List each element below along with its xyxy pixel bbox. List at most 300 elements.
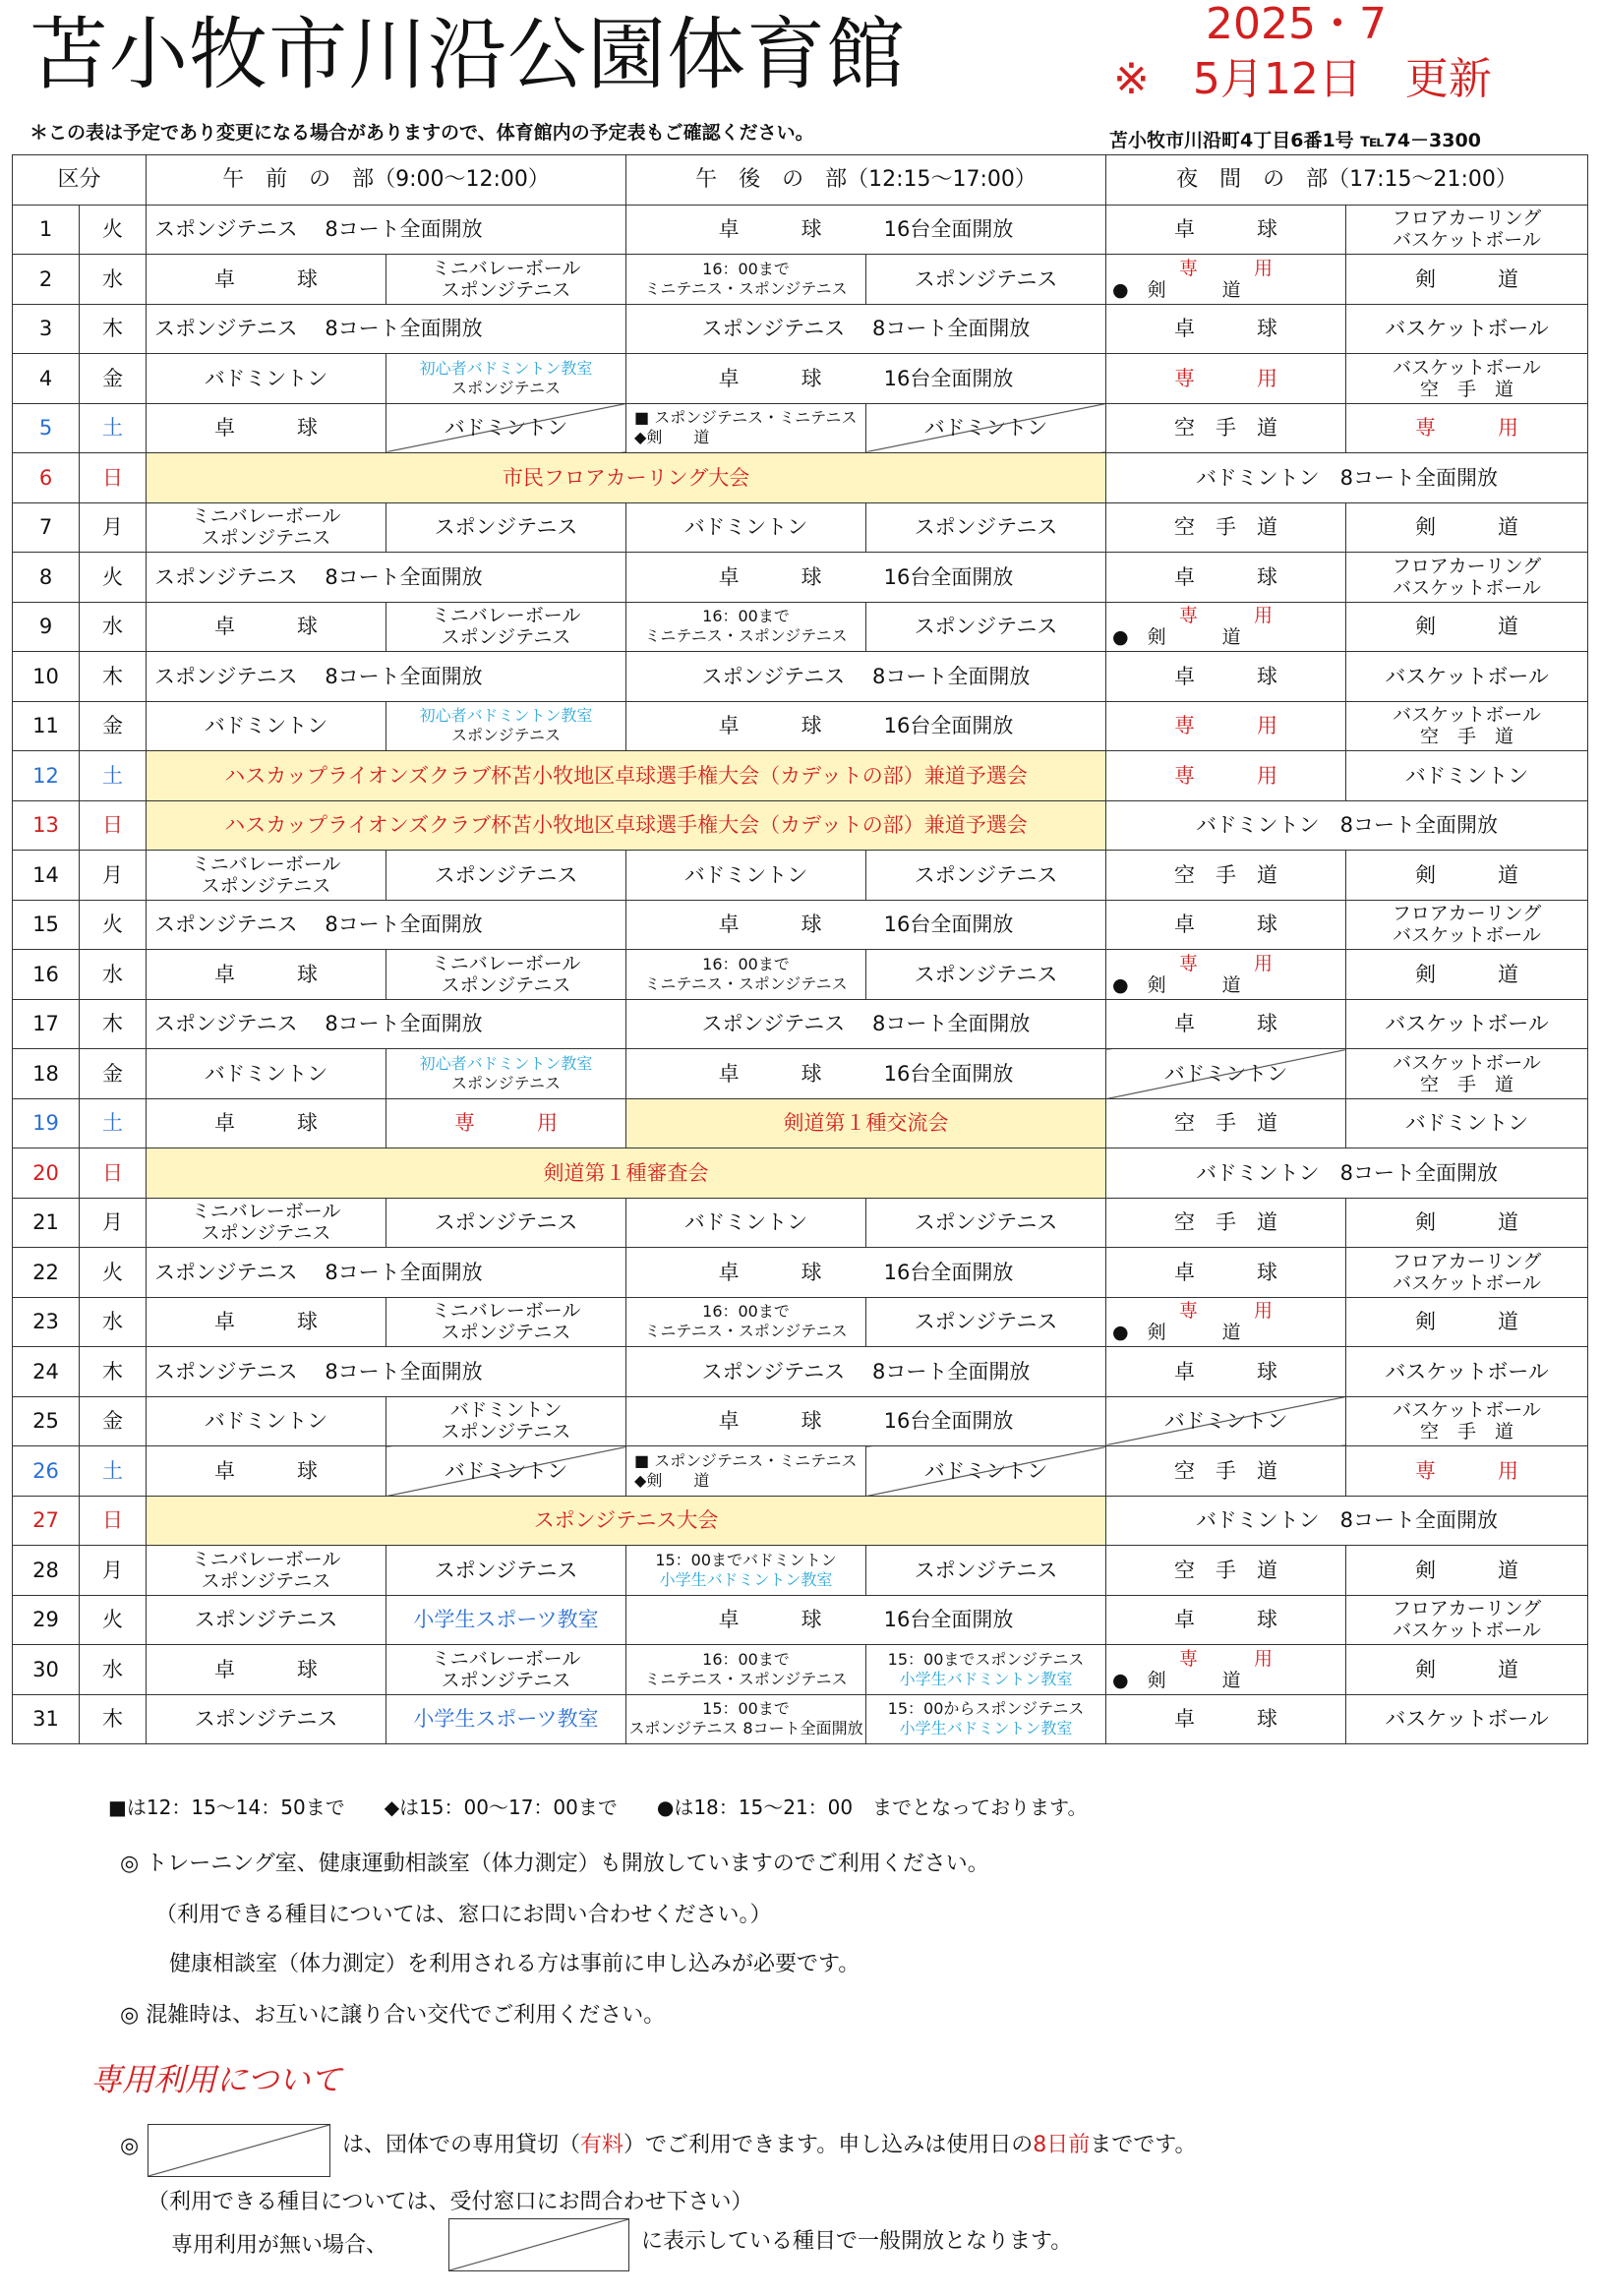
table-row <box>13 1595 1588 1645</box>
schedule-cell <box>1346 1694 1588 1744</box>
schedule-cell <box>1346 652 1588 702</box>
schedule-cell <box>1106 1098 1346 1148</box>
schedule-cell <box>1346 255 1588 305</box>
activity-text: 専 用 <box>1179 257 1274 279</box>
schedule-cell <box>626 1297 866 1347</box>
table-row <box>13 1049 1588 1099</box>
schedule-cell <box>626 1347 1106 1397</box>
activity-text: 卓 球 <box>214 1111 319 1136</box>
activity-text: フロアカーリング <box>1392 1598 1542 1620</box>
activity-text: スポンジテニス <box>914 615 1058 639</box>
activity-text: スポンジテニス <box>441 973 571 996</box>
weekday: 土 <box>80 1446 147 1497</box>
activity-text: スポンジテニス <box>914 266 1058 291</box>
schedule-cell <box>1106 304 1346 354</box>
month-label: 2025・7 <box>1206 0 1387 49</box>
schedule-cell <box>866 255 1106 305</box>
schedule-cell <box>386 1049 626 1099</box>
schedule-cell <box>147 1297 386 1347</box>
schedule-cell <box>1346 950 1588 1000</box>
activity-text: 剣 道 <box>1415 1210 1519 1235</box>
activity-text: スポンジテニス 8コート全面開放 <box>701 664 1031 688</box>
activity-text: スポンジテニス <box>441 626 571 649</box>
activity-text: スポンジテニス <box>451 1073 561 1092</box>
activity-text: 卓 球 <box>214 1458 319 1483</box>
day-number: 22 <box>13 1248 80 1298</box>
schedule-cell <box>1106 900 1346 950</box>
schedule-cell <box>147 900 626 950</box>
table-row <box>13 800 1588 851</box>
table-row <box>13 1248 1588 1298</box>
activity-text: ■ スポンジテニス・ミニテニス <box>634 1450 858 1470</box>
activity-text: バドミントン <box>204 714 328 738</box>
activity-text: バドミントン <box>683 515 808 540</box>
activity-text: スポンジテニス 8コート全面開放 <box>154 1012 483 1036</box>
schedule-cell <box>1346 1546 1588 1596</box>
schedule-cell <box>1346 304 1588 354</box>
schedule-cell <box>1346 354 1588 404</box>
schedule-cell <box>626 652 1106 702</box>
activity-text: 卓 球 <box>214 1310 319 1334</box>
day-number: 5 <box>13 403 80 453</box>
schedule-cell <box>147 354 386 404</box>
activity-text: ハスカップライオンズクラブ杯苫小牧地区卓球選手権大会（カデットの部）兼道予選会 <box>224 763 1028 788</box>
activity-text: スポンジテニス <box>914 1310 1058 1334</box>
activity-text: 初心者バドミントン教室 <box>419 358 593 378</box>
schedule-note: ＊この表は予定であり変更になる場合がありますので、体育館内の予定表もご確認ください。 <box>30 122 814 144</box>
weekday: 水 <box>80 950 147 1000</box>
activity-text: 専 用 <box>1415 1458 1519 1483</box>
activity-text: バドミントン <box>204 366 328 390</box>
activity-text: スポンジテニス <box>434 515 578 540</box>
activity-text: ミニテニス・スポンジテニス <box>644 626 848 646</box>
schedule-cell <box>386 1645 626 1695</box>
activity-text: 空 手 道 <box>1174 1111 1278 1136</box>
schedule-cell <box>147 652 626 702</box>
activity-text: 専 用 <box>454 1111 559 1136</box>
schedule-cell <box>1346 553 1588 603</box>
day-number: 26 <box>13 1446 80 1497</box>
table-row <box>13 652 1588 702</box>
activity-text: バドミントン 8コート全面開放 <box>1196 1160 1498 1185</box>
day-number: 20 <box>13 1148 80 1199</box>
activity-text: バスケットボール <box>1385 1707 1549 1732</box>
activity-text: 卓 球 <box>1174 1260 1278 1284</box>
schedule-cell <box>866 950 1106 1000</box>
activity-text: 専 用 <box>1415 416 1519 441</box>
schedule-cell <box>1346 403 1588 453</box>
schedule-cell <box>1106 800 1588 851</box>
activity-text: ◆剣 道 <box>634 428 710 447</box>
activity-text: 市民フロアカーリング大会 <box>502 465 750 490</box>
activity-text: 空 手 道 <box>1174 1558 1278 1582</box>
day-number: 7 <box>13 502 80 553</box>
activity-text: フロアカーリング <box>1392 903 1542 925</box>
activity-text: 専 用 <box>1174 366 1278 390</box>
schedule-cell <box>386 502 626 553</box>
schedule-cell <box>626 1248 1106 1298</box>
day-number: 27 <box>13 1496 80 1546</box>
activity-text: スポンジテニス 8コート全面開放 <box>701 1012 1031 1036</box>
activity-text: バドミントン <box>449 1399 563 1422</box>
activity-text: バドミントン <box>683 1210 808 1235</box>
activity-text: ■ スポンジテニス・ミニテニス <box>634 408 858 428</box>
table-header-row <box>13 155 1588 206</box>
activity-text: 剣道第１種交流会 <box>783 1111 949 1136</box>
activity-text: 空 手 道 <box>1174 1458 1278 1483</box>
schedule-cell <box>1346 851 1588 901</box>
schedule-cell <box>147 304 626 354</box>
day-number: 18 <box>13 1049 80 1099</box>
activity-text: スポンジテニス <box>201 1569 331 1592</box>
schedule-cell <box>1106 1595 1346 1645</box>
activity-text: スポンジテニス <box>914 1210 1058 1235</box>
schedule-cell <box>386 403 626 453</box>
activity-text: スポンジテニス 8コート全面開放 <box>154 1359 483 1383</box>
activity-text: 剣 道 <box>1415 1310 1519 1334</box>
activity-text: バスケットボール <box>1385 317 1549 341</box>
weekday: 火 <box>80 1595 147 1645</box>
schedule-cell <box>147 1347 626 1397</box>
activity-text: スポンジテニス <box>434 1210 578 1235</box>
schedule-cell <box>1106 1546 1346 1596</box>
activity-text: スポンジテニス 8コート全面開放 <box>701 1359 1031 1383</box>
schedule-cell <box>626 1595 1106 1645</box>
schedule-cell <box>1346 900 1588 950</box>
schedule-cell <box>1106 1148 1588 1199</box>
inquiry-note: （利用できる種目については、窓口にお問い合わせください。） <box>155 1903 772 1927</box>
weekday: 日 <box>80 453 147 503</box>
activity-text: 空 手 道 <box>1174 416 1278 441</box>
activity-text: バドミントン 8コート全面開放 <box>1196 465 1498 490</box>
schedule-cell <box>1106 999 1346 1049</box>
diagonal-box-sample <box>148 2124 330 2177</box>
activity-text: フロアカーリング <box>1392 1250 1542 1272</box>
day-number: 6 <box>13 453 80 503</box>
exclusive-mark: ◎ <box>120 2134 140 2158</box>
schedule-cell <box>147 403 386 453</box>
weekday: 月 <box>80 1546 147 1596</box>
schedule-cell <box>626 1049 1106 1099</box>
activity-text: 卓 球 <box>214 416 319 441</box>
activity-text: バドミントン 8コート全面開放 <box>1196 1508 1498 1533</box>
table-row <box>13 1546 1588 1596</box>
schedule-cell <box>866 1546 1106 1596</box>
activity-text: 卓 球 16台全面開放 <box>718 1608 1014 1632</box>
activity-text: スポンジテニス <box>434 862 578 887</box>
weekday: 水 <box>80 602 147 652</box>
schedule-cell <box>147 851 386 901</box>
weekday: 木 <box>80 1694 147 1744</box>
weekday: 火 <box>80 205 147 255</box>
activity-text: スポンジテニス <box>914 1558 1058 1582</box>
activity-text: 空 手 道 <box>1420 1421 1514 1443</box>
activity-text: 卓 球 16台全面開放 <box>718 1260 1014 1284</box>
weekday: 月 <box>80 851 147 901</box>
schedule-cell <box>1346 502 1588 553</box>
diagonal-box-sample <box>448 2218 629 2271</box>
activity-text: 剣 道 <box>1415 615 1519 639</box>
schedule-cell <box>1106 1396 1346 1446</box>
day-number: 25 <box>13 1396 80 1446</box>
table-row <box>13 354 1588 404</box>
activity-text: バドミントン <box>444 416 568 441</box>
weekday: 金 <box>80 354 147 404</box>
activity-text: スポンジテニス大会 <box>533 1508 719 1533</box>
schedule-cell <box>626 255 866 305</box>
activity-text: スポンジテニス <box>914 862 1058 887</box>
activity-text: 16：00まで <box>702 954 790 973</box>
day-number: 30 <box>13 1645 80 1695</box>
table-row <box>13 950 1588 1000</box>
activity-text: バドミントン 8コート全面開放 <box>1196 813 1498 838</box>
activity-text: 15：00までスポンジテニス <box>887 1649 1085 1669</box>
schedule-cell <box>1346 999 1588 1049</box>
header-kubun: 区分 <box>13 155 147 206</box>
schedule-cell <box>1106 453 1588 503</box>
activity-text: 小学生スポーツ教室 <box>413 1608 599 1632</box>
activity-text: 卓 球 <box>1174 564 1278 589</box>
schedule-cell <box>386 1546 626 1596</box>
activity-text: ミニバレーボール <box>431 1300 581 1323</box>
schedule-cell <box>866 1645 1106 1695</box>
schedule-cell <box>1346 1446 1588 1497</box>
activity-text: 剣 道 <box>1415 266 1519 291</box>
activity-text: バスケットボール <box>1393 1271 1541 1294</box>
schedule-cell <box>866 1446 1106 1497</box>
weekday: 火 <box>80 900 147 950</box>
weekday: 土 <box>80 751 147 801</box>
exclusive-use-note: は、団体での専用貸切（有料）でご利用できます。申し込みは使用日の8日前までです。 <box>342 2133 1197 2157</box>
schedule-cell <box>147 453 1106 503</box>
schedule-cell <box>1106 1446 1346 1497</box>
weekday: 土 <box>80 403 147 453</box>
weekday: 木 <box>80 999 147 1049</box>
activity-text: バスケットボール <box>1393 1619 1541 1642</box>
day-number: 29 <box>13 1595 80 1645</box>
table-row <box>13 1446 1588 1497</box>
schedule-cell <box>626 900 1106 950</box>
day-number: 13 <box>13 800 80 851</box>
schedule-cell <box>1106 1248 1346 1298</box>
activity-text: ミニバレーボール <box>191 505 341 528</box>
activity-text: バスケットボール <box>1393 576 1541 599</box>
table-row <box>13 1098 1588 1148</box>
weekday: 金 <box>80 1396 147 1446</box>
activity-text: 小学生バドミントン教室 <box>899 1669 1073 1688</box>
exclusive-inquiry-note: （利用できる種目については、受付窓口にお問合わせ下さい） <box>148 2190 753 2214</box>
activity-text: スポンジテニス 8コート全面開放 <box>154 913 483 937</box>
schedule-cell <box>1106 1297 1346 1347</box>
schedule-cell <box>1106 553 1346 603</box>
activity-text: 卓 球 16台全面開放 <box>718 564 1014 589</box>
no-exclusive-note: 専用利用が無い場合、 <box>171 2233 388 2258</box>
day-number: 9 <box>13 602 80 652</box>
activity-text: スポンジテニス <box>194 1707 338 1732</box>
activity-text: 卓 球 <box>1174 1012 1278 1036</box>
table-row <box>13 1645 1588 1695</box>
activity-text: スポンジテニス <box>914 515 1058 540</box>
activity-text: フロアカーリング <box>1392 207 1542 230</box>
activity-text: バスケットボール <box>1393 229 1541 252</box>
schedule-cell <box>147 701 386 751</box>
schedule-cell <box>626 1396 1106 1446</box>
activity-text: ミニバレーボール <box>191 853 341 875</box>
activity-text: スポンジテニス <box>434 1558 578 1582</box>
activity-text: スポンジテニス <box>201 527 331 550</box>
day-number: 10 <box>13 652 80 702</box>
table-row <box>13 403 1588 453</box>
schedule-cell <box>1346 1645 1588 1695</box>
schedule-cell <box>866 403 1106 453</box>
activity-text: 卓 球 <box>214 266 319 291</box>
schedule-cell <box>1346 1297 1588 1347</box>
schedule-cell <box>626 1694 866 1744</box>
activity-text: バスケットボール <box>1393 1399 1541 1422</box>
activity-text: ミニテニス・スポンジテニス <box>644 1669 848 1688</box>
schedule-cell <box>147 751 1106 801</box>
schedule-cell <box>866 1198 1106 1248</box>
schedule-cell <box>626 354 1106 404</box>
activity-text: 剣 道 <box>1415 515 1519 540</box>
address: 苫小牧市川沿町4丁目6番1号 ℡74－3300 <box>1109 130 1481 151</box>
schedule-cell <box>1346 1396 1588 1446</box>
activity-text: 専 用 <box>1179 605 1274 627</box>
schedule-cell <box>626 502 866 553</box>
schedule-cell <box>866 851 1106 901</box>
header-morning: 午 前 の 部（9:00～12:00） <box>147 155 626 206</box>
activity-text: バドミントン <box>204 1061 328 1086</box>
schedule-cell <box>626 950 866 1000</box>
activity-text: ● 剣 道 <box>1112 278 1241 301</box>
activity-text: スポンジテニス <box>201 1222 331 1245</box>
crowding-note: ◎ 混雑時は、お互いに譲り合い交代でご利用ください。 <box>120 2003 666 2028</box>
activity-text: 専 用 <box>1179 1300 1274 1323</box>
table-row <box>13 1694 1588 1744</box>
activity-text: バスケットボール <box>1385 1359 1549 1383</box>
schedule-cell <box>626 1645 866 1695</box>
schedule-cell <box>1106 950 1346 1000</box>
schedule-cell <box>626 851 866 901</box>
schedule-cell <box>1106 403 1346 453</box>
activity-text: バスケットボール <box>1393 924 1541 947</box>
schedule-cell <box>1346 1198 1588 1248</box>
weekday: 水 <box>80 1297 147 1347</box>
schedule-cell <box>147 1446 386 1497</box>
activity-text: スポンジテニス <box>451 726 561 745</box>
weekday: 月 <box>80 1198 147 1248</box>
activity-text: 空 手 道 <box>1174 515 1278 540</box>
schedule-cell <box>147 1049 386 1099</box>
weekday: 水 <box>80 1645 147 1695</box>
activity-text: スポンジテニス <box>201 874 331 897</box>
schedule-cell <box>147 255 386 305</box>
weekday: 金 <box>80 1049 147 1099</box>
activity-text: 空 手 道 <box>1420 378 1514 400</box>
schedule-cell <box>626 553 1106 603</box>
activity-text: 専 用 <box>1174 763 1278 788</box>
schedule-cell <box>1346 1049 1588 1099</box>
exclusive-use-title: 専用利用について <box>90 2061 342 2098</box>
activity-text: 卓 球 16台全面開放 <box>718 1409 1014 1434</box>
activity-text: 小学生スポーツ教室 <box>413 1707 599 1732</box>
schedule-cell <box>147 553 626 603</box>
activity-text: 専 用 <box>1179 1647 1274 1670</box>
day-number: 19 <box>13 1098 80 1148</box>
activity-text: バドミントン <box>923 1458 1048 1483</box>
schedule-cell <box>147 1595 386 1645</box>
activity-text: スポンジテニス <box>441 1421 571 1443</box>
table-row <box>13 900 1588 950</box>
schedule-cell <box>1346 1595 1588 1645</box>
activity-text: スポンジテニス 8コート全面開放 <box>628 1719 863 1738</box>
activity-text: ● 剣 道 <box>1112 1322 1241 1344</box>
activity-text: 卓 球 <box>1174 913 1278 937</box>
schedule-cell <box>626 602 866 652</box>
day-number: 28 <box>13 1546 80 1596</box>
schedule-cell <box>147 205 626 255</box>
table-row <box>13 751 1588 801</box>
schedule-cell <box>386 1098 626 1148</box>
table-row <box>13 1148 1588 1199</box>
activity-text: バスケットボール <box>1393 356 1541 379</box>
schedule-cell <box>386 255 626 305</box>
schedule-cell <box>1346 1098 1588 1148</box>
header-night: 夜 間 の 部（17:15～21:00） <box>1106 155 1588 206</box>
activity-text: バドミントン <box>923 416 1048 441</box>
schedule-cell <box>626 304 1106 354</box>
health-room-note: 健康相談室（体力測定）を利用される方は事前に申し込みが必要です。 <box>169 1952 860 1976</box>
schedule-cell <box>626 403 866 453</box>
day-number: 2 <box>13 255 80 305</box>
training-room-note: ◎ トレーニング室、健康運動相談室（体力測定）も開放していますのでご利用ください。 <box>120 1852 989 1876</box>
schedule-cell <box>386 1297 626 1347</box>
activity-text: ミニバレーボール <box>431 952 581 974</box>
schedule-cell <box>1106 354 1346 404</box>
activity-text: ● 剣 道 <box>1112 626 1241 649</box>
activity-text: 剣 道 <box>1415 1558 1519 1582</box>
time-legend: ■は12：15～14：50まで ◆は15：00～17：00まで ●は18：15～21：00 までとなっております。 <box>108 1796 1088 1819</box>
activity-text: バスケットボール <box>1385 1012 1549 1036</box>
table-row <box>13 1496 1588 1546</box>
table-row <box>13 453 1588 503</box>
schedule-cell <box>386 1396 626 1446</box>
activity-text: 卓 球 16台全面開放 <box>718 366 1014 390</box>
activity-text: 16：00まで <box>702 1302 790 1322</box>
activity-text: スポンジテニス 8コート全面開放 <box>154 664 483 688</box>
table-row <box>13 999 1588 1049</box>
activity-text: 剣 道 <box>1415 1657 1519 1681</box>
activity-text: スポンジテニス 8コート全面開放 <box>154 217 483 242</box>
table-row <box>13 1198 1588 1248</box>
schedule-cell <box>386 1694 626 1744</box>
schedule-cell <box>866 602 1106 652</box>
activity-text: ● 剣 道 <box>1112 973 1241 996</box>
activity-text: 空 手 道 <box>1174 1210 1278 1235</box>
schedule-cell <box>1106 255 1346 305</box>
activity-text: スポンジテニス <box>441 1322 571 1344</box>
schedule-cell <box>386 701 626 751</box>
schedule-cell <box>147 1496 1106 1546</box>
table-row <box>13 502 1588 553</box>
activity-text: バスケットボール <box>1393 1051 1541 1074</box>
activity-text: 16：00まで <box>702 607 790 626</box>
activity-text: 卓 球 16台全面開放 <box>718 714 1014 738</box>
weekday: 土 <box>80 1098 147 1148</box>
activity-text: ハスカップライオンズクラブ杯苫小牧地区卓球選手権大会（カデットの部）兼道予選会 <box>224 813 1028 838</box>
weekday: 木 <box>80 652 147 702</box>
activity-text: ◆剣 道 <box>634 1470 710 1490</box>
